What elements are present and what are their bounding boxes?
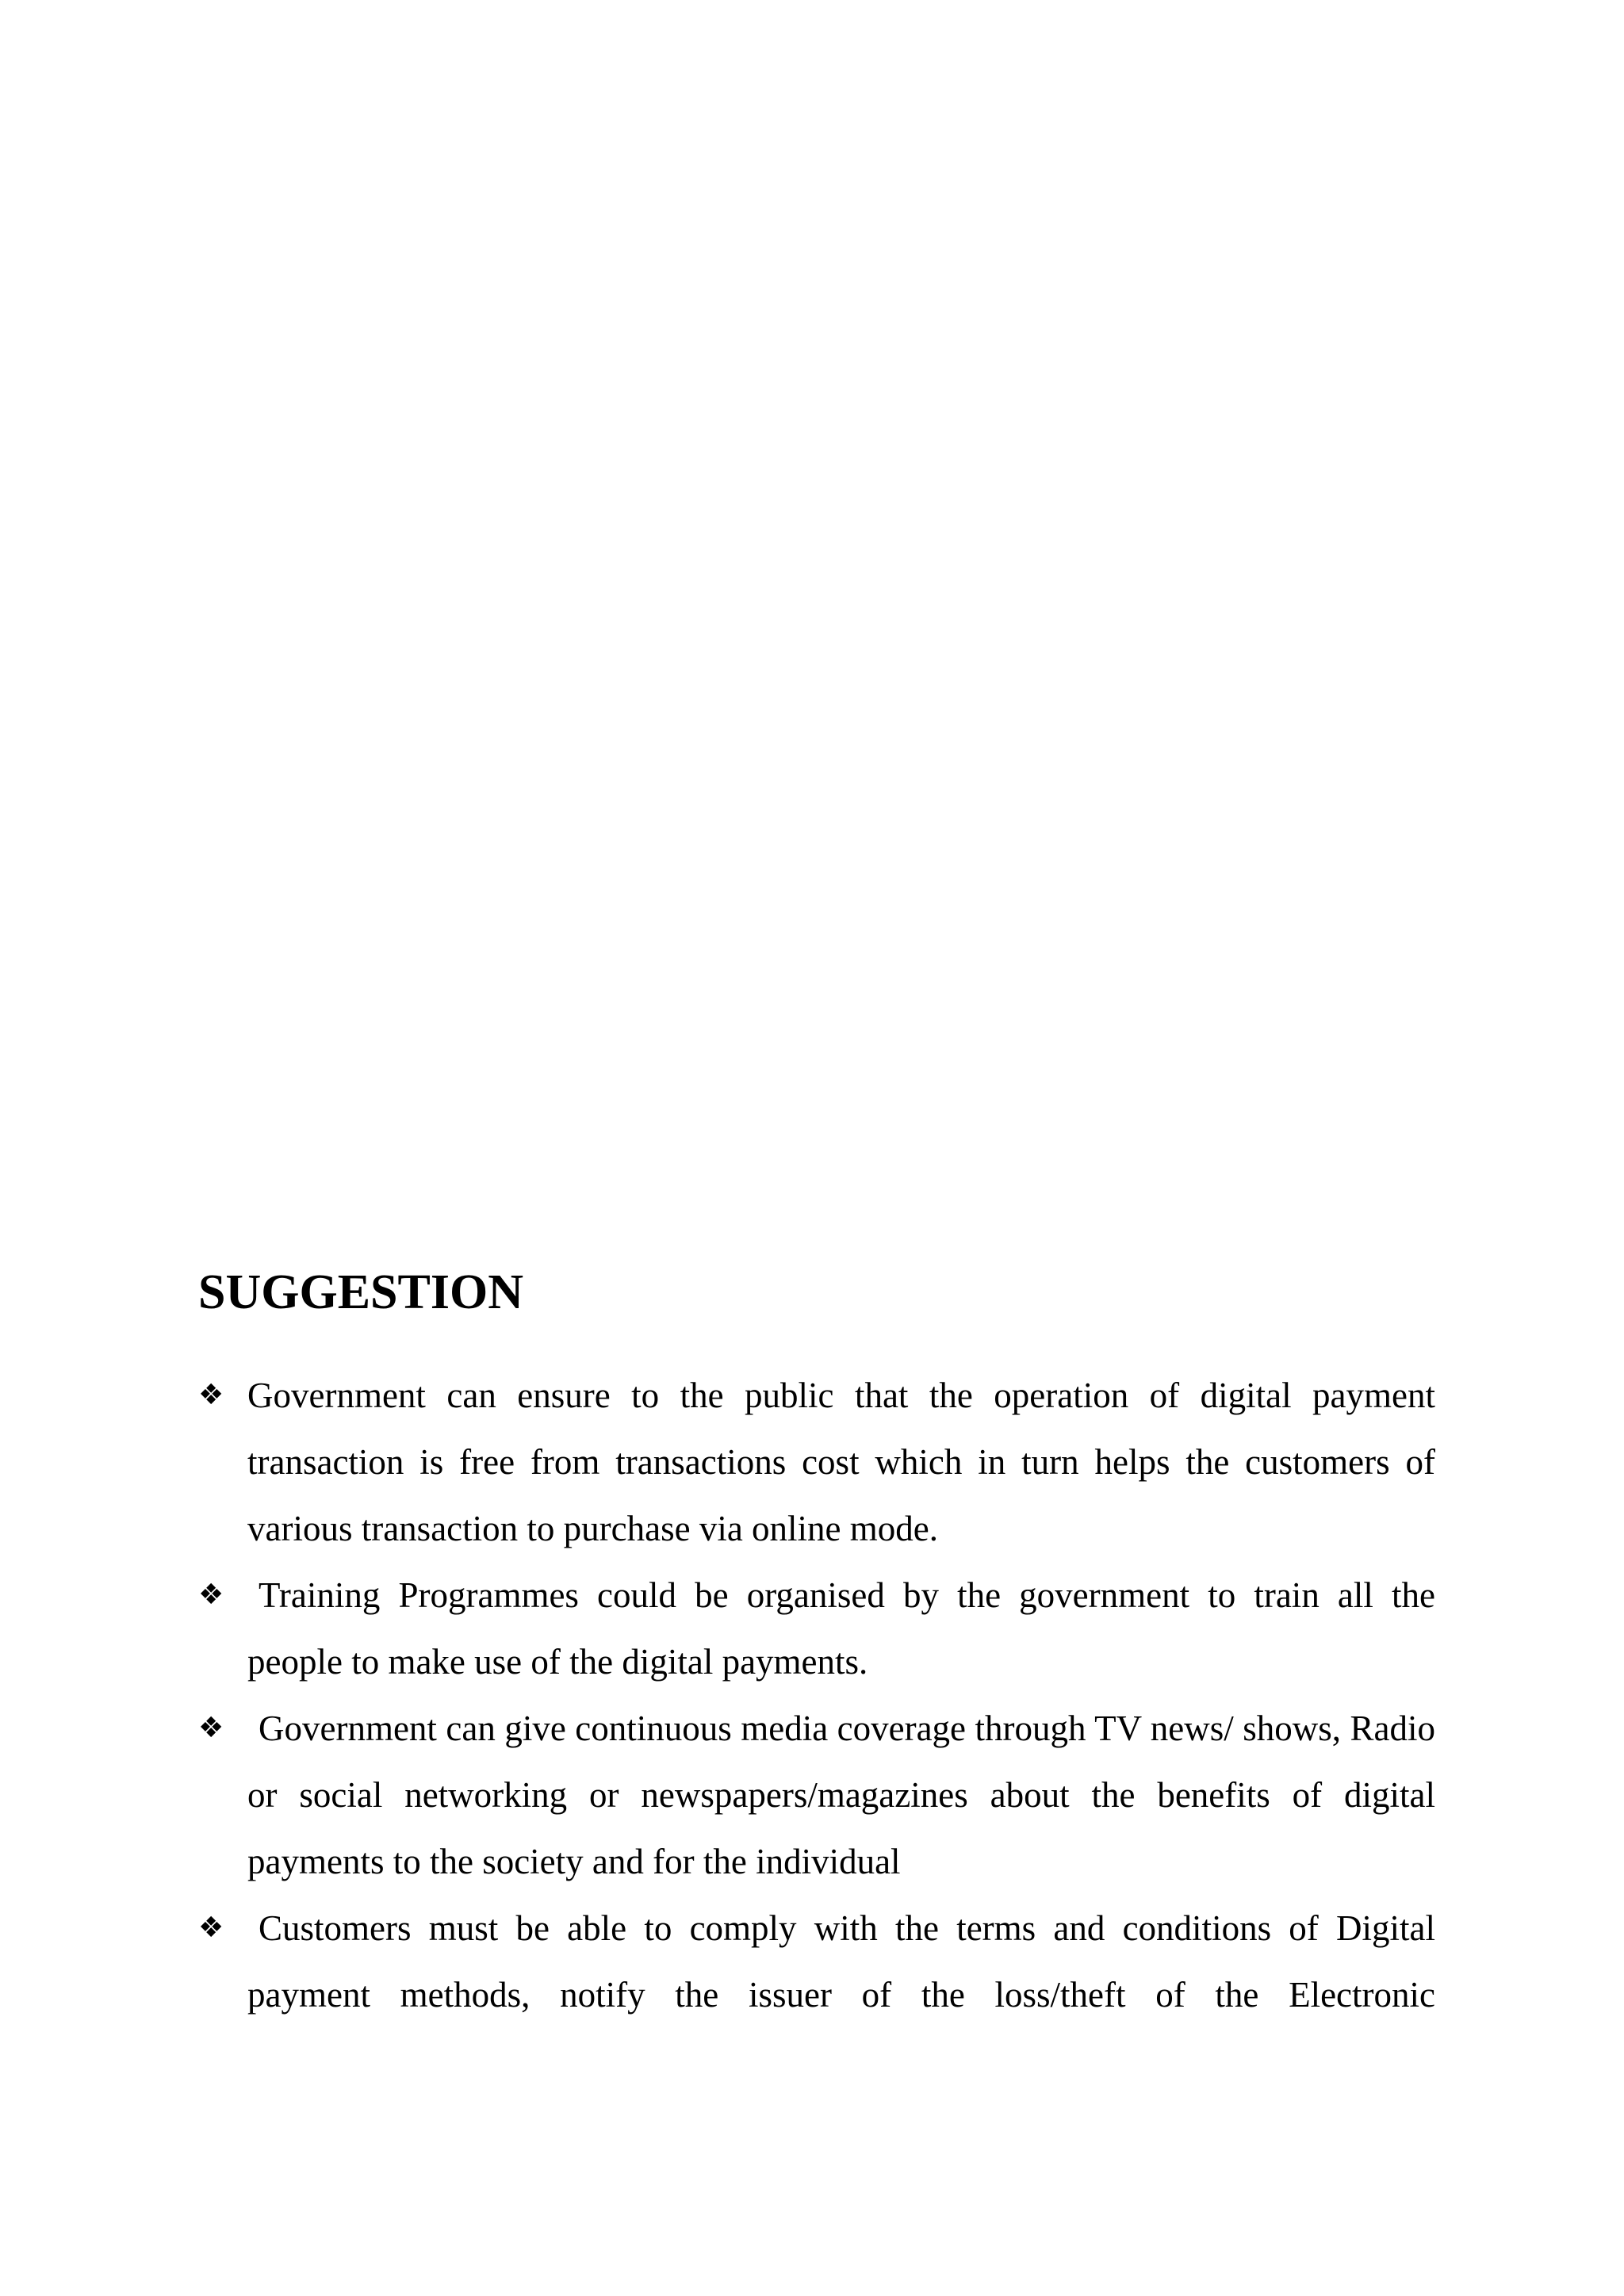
list-item-text: Training Programmes could be organised by the government to train all the people to make use of the digital payments. [247,1575,1435,1682]
suggestion-list [198,1362,1435,2028]
four-diamond-bullet-icon: ❖ [198,1379,224,1411]
list-item [198,1695,1435,1895]
section-heading: SUGGESTION [198,1265,524,1319]
list-item-text: Customers must be able to comply with the terms and conditions of Digital payment methods, notify the issuer of the loss/theft of the Electronic [247,1908,1435,2015]
four-diamond-bullet-icon: ❖ [198,1712,224,1744]
list-item [198,1562,1435,1695]
list-item-text: Government can ensure to the public that the operation of digital payment transaction is free from transactions cost which in turn helps the customers of various transaction to purchase via online mode. [247,1376,1435,1548]
list-item [198,1362,1435,1562]
four-diamond-bullet-icon: ❖ [198,1911,224,1944]
list-item [198,1895,1435,2028]
list-item-text: Government can give continuous media coverage through TV news/ shows, Radio or social networking or newspapers/magazines about the benefits of digital payments to the society and for the individual [247,1709,1435,1881]
four-diamond-bullet-icon: ❖ [198,1578,224,1611]
